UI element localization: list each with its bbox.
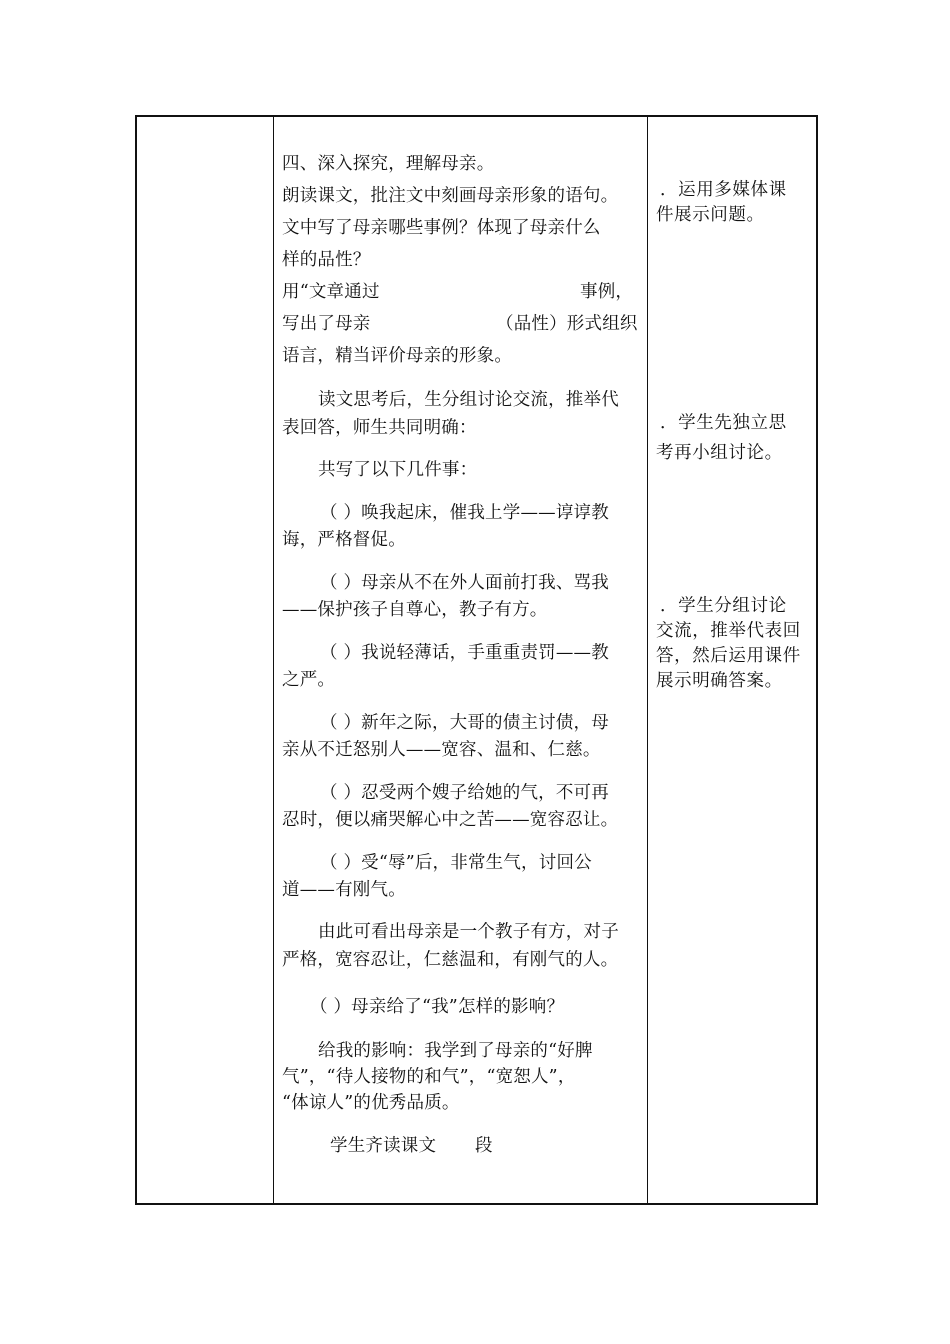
text-line: 给我的影响：我学到了母亲的“好脾 bbox=[318, 1041, 593, 1061]
note-line: ．学生分组讨论 bbox=[660, 596, 787, 616]
list-item-continued: 诲，严格督促。 bbox=[282, 530, 406, 550]
list-item-continued: 忍时，便以痛哭解心中之苦——宽容忍让。 bbox=[282, 810, 619, 830]
fill-blank-start: 写出了母亲 bbox=[282, 314, 371, 334]
list-item: （ ）母亲从不在外人面前打我、骂我 bbox=[320, 573, 609, 593]
fill-blank-end: （品性）形式组织 bbox=[496, 314, 638, 334]
list-item: （ ）唤我起床，催我上学——谆谆教 bbox=[320, 503, 609, 523]
text-line: 共写了以下几件事： bbox=[318, 460, 478, 480]
list-item-continued: 道——有刚气。 bbox=[282, 880, 406, 900]
text-line: 样的品性？ bbox=[282, 250, 371, 270]
note-line: 件展示问题。 bbox=[656, 205, 765, 225]
text-line: 段 bbox=[475, 1136, 493, 1156]
text-line: “体谅人”的优秀品质。 bbox=[282, 1093, 460, 1113]
note-line: ．运用多媒体课 bbox=[660, 180, 787, 200]
section-heading: 四、深入探究，理解母亲。 bbox=[282, 154, 495, 174]
note-line: 交流，推举代表回 bbox=[656, 621, 801, 641]
text-line: 由此可看出母亲是一个教子有方，对子 bbox=[318, 922, 619, 942]
list-item: （ ）新年之际，大哥的债主讨债，母 bbox=[320, 713, 609, 733]
text-line: 严格，宽容忍让，仁慈温和，有刚气的人。 bbox=[282, 950, 619, 970]
list-item: （ ）受“辱”后，非常生气，讨回公 bbox=[320, 853, 592, 873]
text-line: 表回答，师生共同明确： bbox=[282, 418, 477, 438]
note-line: 展示明确答案。 bbox=[656, 671, 783, 691]
note-line: ．学生先独立思 bbox=[660, 413, 787, 433]
text-line: 学生齐读课文 bbox=[330, 1136, 437, 1156]
question-line: （ ）母亲给了“我”怎样的影响？ bbox=[310, 997, 565, 1017]
list-item-continued: 之严。 bbox=[282, 670, 336, 690]
fill-blank-end: 事例， bbox=[580, 282, 634, 302]
note-line: 答，然后运用课件 bbox=[656, 646, 801, 666]
text-line: 朗读课文，批注文中刻画母亲形象的语句。 bbox=[282, 186, 619, 206]
text-line: 读文思考后，生分组讨论交流，推举代 bbox=[318, 390, 619, 410]
list-item: （ ）我说轻薄话，手重重责罚——教 bbox=[320, 643, 609, 663]
text-line: 语言，精当评价母亲的形象。 bbox=[282, 346, 513, 366]
text-line: 文中写了母亲哪些事例？体现了母亲什么 bbox=[282, 218, 601, 238]
list-item-continued: ——保护孩子自尊心，教子有方。 bbox=[282, 600, 548, 620]
list-item: （ ）忍受两个嫂子给她的气，不可再 bbox=[320, 783, 609, 803]
note-line: 考再小组讨论。 bbox=[656, 443, 783, 463]
fill-blank-start: 用“文章通过 bbox=[282, 282, 380, 302]
text-line: 气”，“待人接物的和气”，“宽恕人”， bbox=[282, 1067, 576, 1087]
list-item-continued: 亲从不迁怒别人——宽容、温和、仁慈。 bbox=[282, 740, 601, 760]
